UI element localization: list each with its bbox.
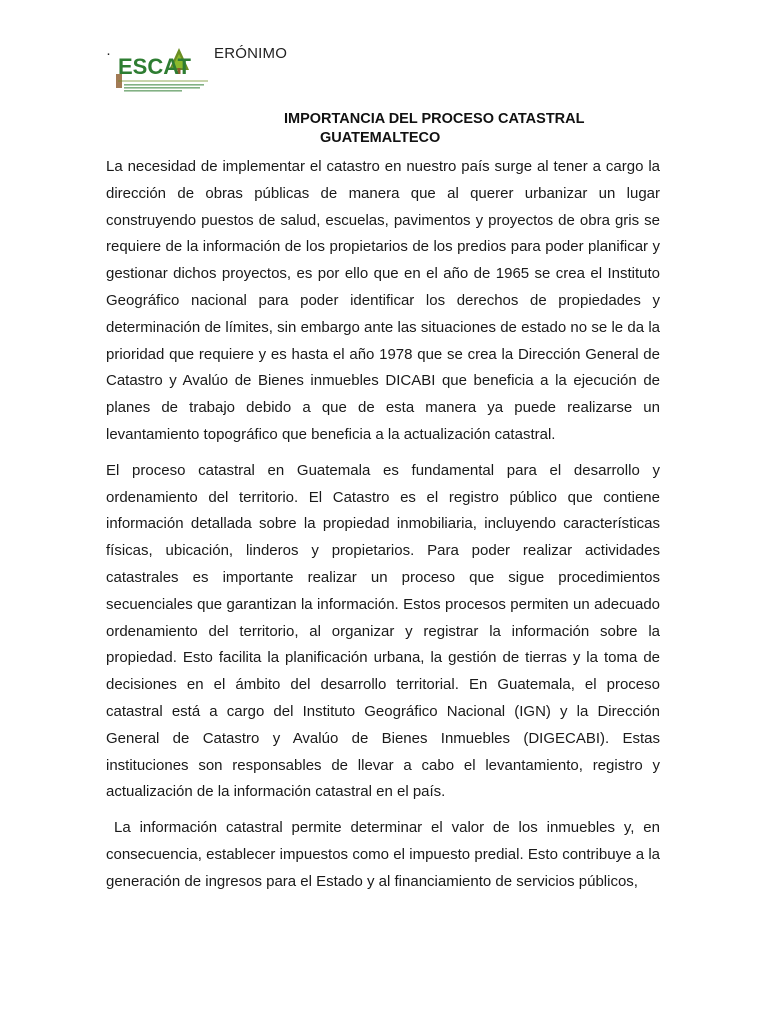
logo-wordmark: ESCAT [118, 54, 191, 79]
bullet-mark: · [106, 45, 112, 62]
document-title [284, 110, 644, 148]
author-name-fragment: ERÓNIMO [214, 45, 288, 62]
paragraph: La necesidad de implementar el catastro en nuestro país surge al tener a cargo la dirección de obras públicas de manera que al querer urbanizar un lugar construyendo puestos de salud, escuelas, pavimentos y proyectos de obra gris se requiere de la información de los propietarios de los predios para poder planificar y gestionar dichos proyectos, es por ello que en el año de 1965 se crea el Instituto Geográfico nacional para poder identificar los derechos de propiedades y determinación de límites, sin embargo ante las situaciones de estado no se le da la prioridad que requiere y es hasta el año 1978 que se crea la Dirección General de Catastro y Avalúo de Bienes inmuebles DICABI que beneficia a la ejecución de planes de trabajo debido a que de esta manera ya puede realizarse un levantamiento topográfico que beneficia a la actualización catastral. [106, 158, 660, 443]
paragraph: La información catastral permite determinar el valor de los inmuebles y, en consecuencia, establecer impuestos como el impuesto predial. Esto contribuye a la generación de ingresos para el Estado y al financiamiento de servicios públicos, [106, 819, 660, 890]
document-body [106, 154, 660, 905]
escat-logo [112, 44, 214, 98]
title-line-1: IMPORTANCIA DEL PROCESO CATASTRAL [284, 111, 585, 127]
paragraph: El proceso catastral en Guatemala es fundamental para el desarrollo y ordenamiento del territorio. El Catastro es el registro público que contiene información detallada sobre la propiedad inmobiliaria, incluyendo características físicas, ubicación, linderos y propietarios. Para poder realizar actividades catastrales es importante realizar un proceso que sigue procedimientos secuenciales que garantizan la información. Estos procesos permiten un adecuado ordenamiento del territorio, al organizar y registrar la información sobre la propiedad. Esto facilita la planificación urbana, la gestión de tierras y la toma de decisiones en el ámbito del desarrollo territorial. En Guatemala, el proceso catastral está a cargo del Instituto Geográfico Nacional (IGN) y la Dirección General de Catastro y Avalúo de Bienes Inmuebles (DIGECABI). Estas instituciones son responsables de llevar a cabo el levantamiento, registro y actualización de la información catastral en el país. [106, 461, 660, 801]
title-line-2: GUATEMALTECO [320, 130, 441, 146]
